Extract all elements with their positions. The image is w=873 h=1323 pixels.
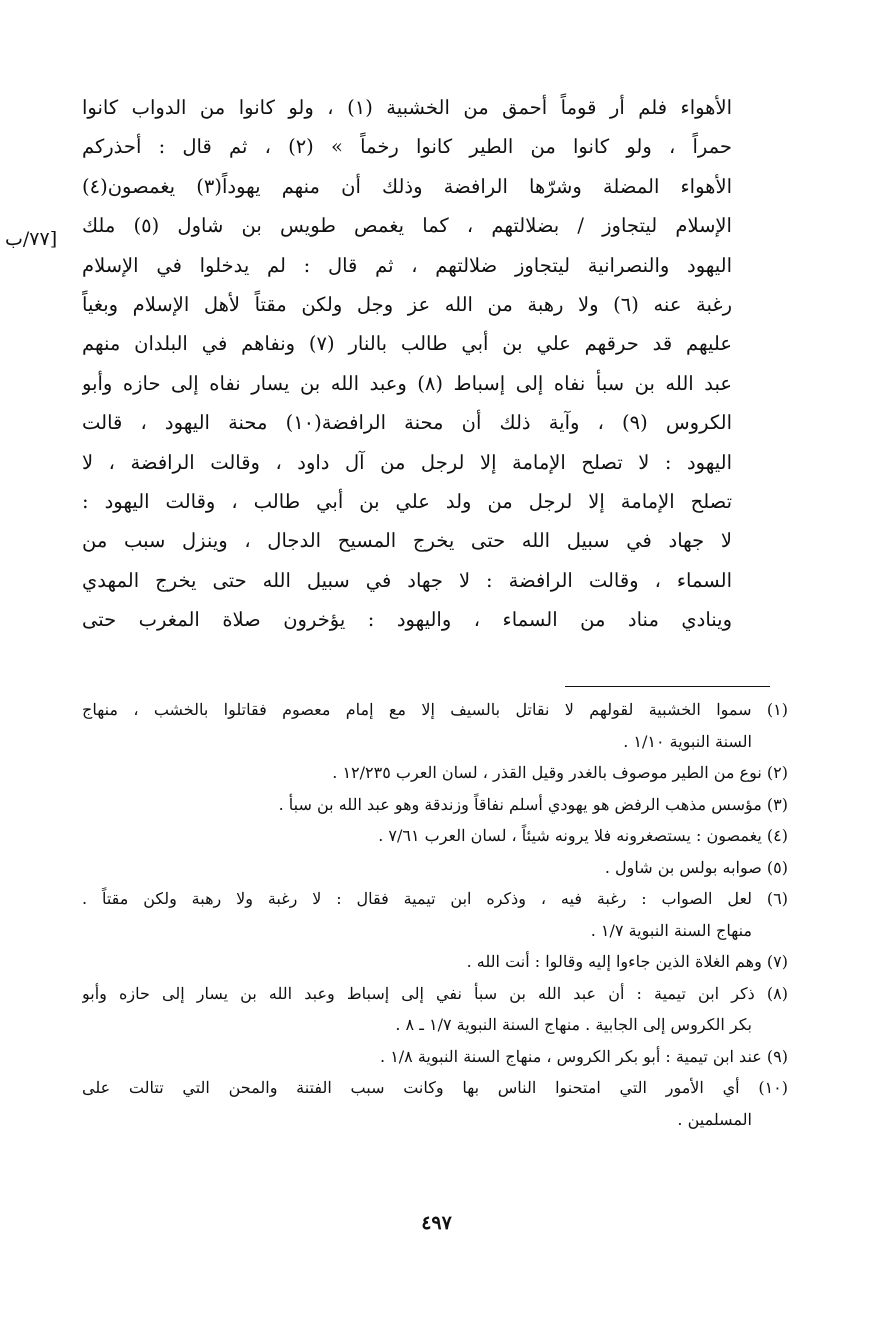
footnotes-section [82, 694, 788, 1135]
footnote-3 [82, 789, 788, 821]
footnote-separator [565, 686, 770, 687]
text-line: اليهود : لا تصلح الإمامة إلا لرجل من آل داود ، وقالت الرافضة ، لا [82, 450, 732, 474]
text-line: حمراً ، ولو كانوا من الطير كانوا رخماً » (٢) ، ثم قال : أحذركم [82, 135, 732, 159]
main-body-text [82, 88, 732, 639]
footnote-2 [82, 757, 788, 789]
footnote-line: (١٠) أي الأمور التي امتحنوا الناس بها وكانت سبب الفتنة والمحن التي تتالت على [82, 1078, 788, 1097]
text-line: السماء ، وقالت الرافضة : لا جهاد في سبيل الله حتى يخرج المهدي [82, 568, 732, 592]
footnote-7 [82, 946, 788, 978]
footnote-9 [82, 1041, 788, 1073]
footnote-6 [82, 883, 788, 946]
text-line: عبد الله بن سبأ نفاه إلى إسباط (٨) وعبد الله بن يسار نفاه إلى حازه وأبو [82, 371, 732, 395]
footnote-4 [82, 820, 788, 852]
footnote-line: (٧) وهم الغلاة الذين جاءوا إليه وقالوا : أنت الله . [466, 952, 788, 971]
footnote-1 [82, 694, 788, 757]
footnote-line: (٩) عند ابن تيمية : أبو بكر الكروس ، منهاج السنة النبوية ١/٨ . [380, 1046, 788, 1066]
footnote-line: السنة النبوية ١/١٠ . [623, 731, 752, 751]
footnote-line: (٨) ذكر ابن تيمية : أن عبد الله بن سبأ نفي إلى إسباط وعبد الله بن يسار إلى حازه وأبو [82, 983, 788, 1003]
text-line: الأهواء فلم أر قوماً أحمق من الخشبية (١) ، ولو كانوا من الدواب كانوا [82, 96, 732, 119]
page-number: ٤٩٧ [421, 1212, 452, 1234]
footnote-line: (٣) مؤسس مذهب الرفض هو يهودي أسلم نفاقاً وزندقة وهو عبد الله بن سبأ . [278, 794, 788, 814]
footnote-line: (٥) صوابه بولس بن شاول . [604, 857, 788, 877]
text-line: الإسلام ليتجاوز / بضلالتهم ، كما يغمص طويس بن شاول (٥) ملك [82, 214, 732, 238]
footnote-line: (٢) نوع من الطير موصوف بالغدر وقيل القذر ، لسان العرب ١٢/٢٣٥ . [332, 763, 788, 782]
text-line: الأهواء المضلة وشرّها الرافضة وذلك أن منهم يهوداً(٣) يغمصون(٤) [82, 174, 732, 198]
footnote-line: (٦) لعل الصواب : رغبة فيه ، وذكره ابن تيمية فقال : لا رغبة ولا رهبة ولكن مقتاً . [82, 889, 788, 908]
text-line: لا جهاد في سبيل الله حتى يخرج المسيح الدجال ، وينزل سبب من [82, 529, 732, 553]
footnote-line: المسلمين . [677, 1109, 752, 1129]
footnote-line: بكر الكروس إلى الجابية . منهاج السنة النبوية ١/٧ ـ ٨ . [395, 1015, 752, 1034]
footnote-line: (٤) يغمصون : يستصغرونه فلا يرونه شيئاً ، لسان العرب ٧/٦١ . [378, 826, 788, 845]
text-line: رغبة عنه (٦) ولا رهبة من الله عز وجل ولكن مقتاً لأهل الإسلام وبغياً [82, 292, 732, 316]
footnote-5 [82, 852, 788, 884]
footnote-line: (١) سموا الخشبية لقولهم لا نقاتل بالسيف إلا مع إمام معصوم فقاتلوا بالخشب ، منهاج [82, 700, 788, 719]
footnote-8 [82, 978, 788, 1041]
footnote-10 [82, 1072, 788, 1135]
text-line: تصلح الإمامة إلا لرجل من ولد علي بن أبي طالب ، وقالت اليهود : [82, 489, 732, 513]
manuscript-folio-marker: [٧٧/ب [5, 228, 58, 250]
text-line: الكروس (٩) ، وآية ذلك أن محنة الرافضة(١٠) محنة اليهود ، قالت [82, 411, 732, 435]
text-line: عليهم قد حرقهم علي بن أبي طالب بالنار (٧) ونفاهم في البلدان منهم [82, 332, 732, 356]
footnote-line: منهاج السنة النبوية ١/٧ . [590, 920, 752, 940]
text-line: وينادي مناد من السماء ، واليهود : يؤخرون صلاة المغرب حتى [82, 608, 732, 632]
text-line: اليهود والنصرانية ليتجاوز ضلالتهم ، ثم قال : لم يدخلوا في الإسلام [82, 253, 732, 277]
